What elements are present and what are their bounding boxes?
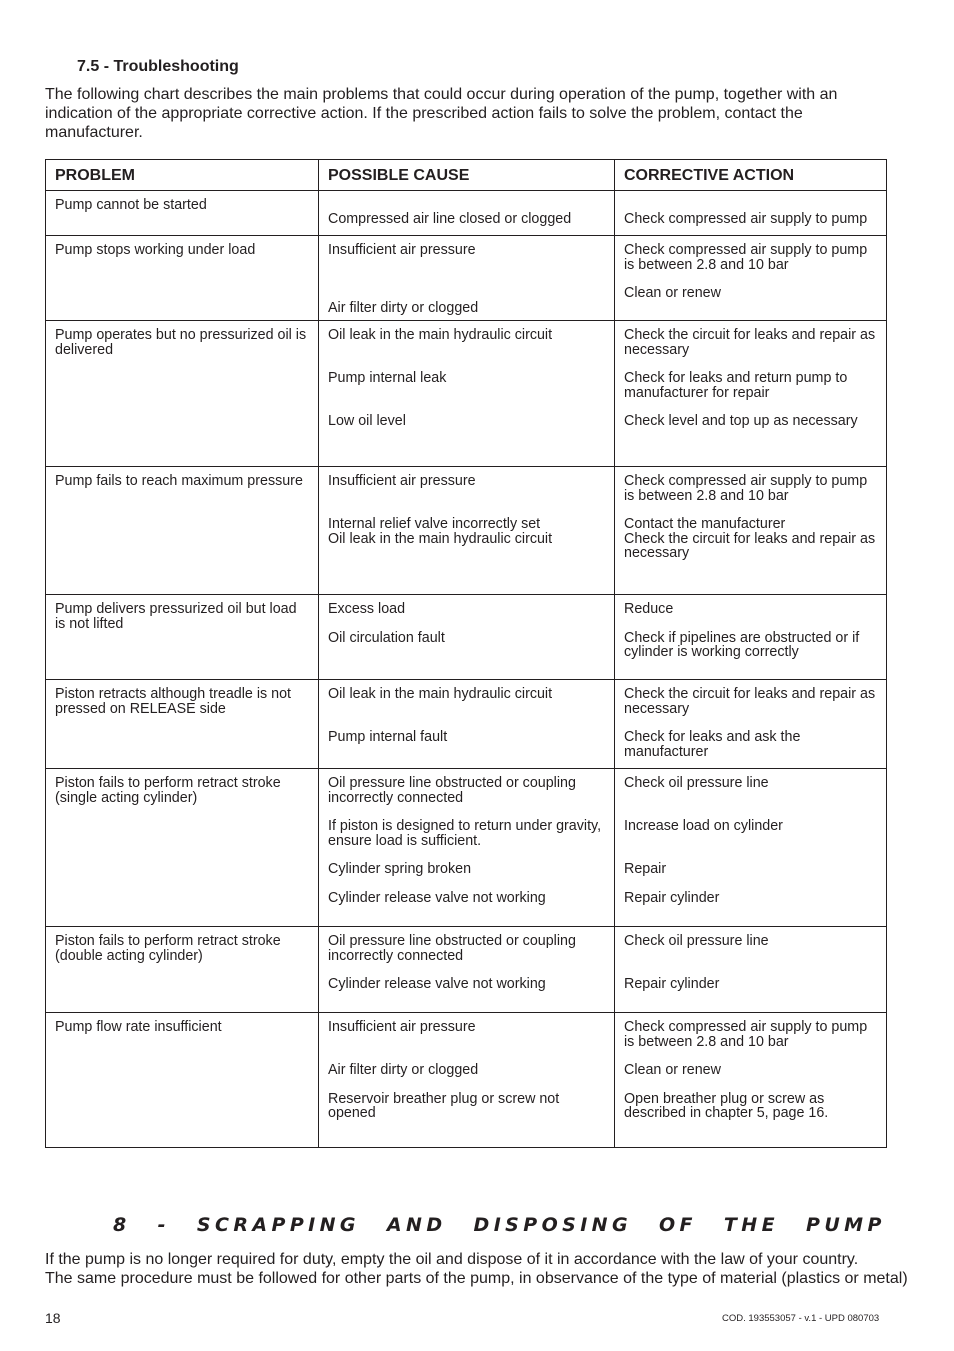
cause-item: Insufficient air pressure	[328, 473, 476, 489]
cause-item: Pump internal fault	[328, 729, 448, 745]
cause-item: Air filter dirty or clogged	[328, 1062, 479, 1078]
section-8-title: 8 - SCRAPPING AND DISPOSING OF THE PUMP	[113, 1214, 886, 1236]
action-cell	[615, 467, 887, 595]
cause-item: Cylinder release valve not working	[328, 976, 546, 992]
cause-item: Oil circulation fault	[328, 629, 445, 646]
action-cell	[615, 680, 887, 769]
action-item: Check the circuit for leaks and repair as necessary	[624, 327, 876, 358]
table-row	[46, 595, 887, 680]
cause-cell	[319, 769, 615, 927]
cause-item: Air filter dirty or clogged	[328, 300, 479, 316]
action-cell	[615, 321, 887, 467]
action-item: Check oil pressure line	[624, 933, 769, 949]
action-item: Reduce	[624, 601, 674, 617]
action-item: Repair cylinder	[624, 889, 720, 906]
action-item: Clean or renew	[624, 285, 721, 301]
cause-item: Oil pressure line obstructed or coupling incorrectly connected	[328, 775, 576, 806]
cause-item: If piston is designed to return under gravity, ensure load is sufficient.	[328, 818, 602, 849]
action-cell	[615, 595, 887, 680]
action-item: Check compressed air supply to pump	[624, 211, 868, 227]
action-cell	[615, 191, 887, 236]
intro-paragraph	[45, 85, 885, 142]
problem-cell: Piston fails to perform retract stroke (single acting cylinder)	[46, 769, 319, 927]
problem-cell: Pump operates but no pressurized oil is delivered	[46, 321, 319, 467]
page-number: 18	[45, 1310, 61, 1326]
cause-cell	[319, 927, 615, 1013]
cause-cell	[319, 467, 615, 595]
cause-cell	[319, 595, 615, 680]
table-row	[46, 769, 887, 927]
cause-item: Insufficient air pressure	[328, 1019, 476, 1035]
problem-cell: Pump fails to reach maximum pressure	[46, 467, 319, 595]
problem-cell: Pump delivers pressurized oil but load is not lifted	[46, 595, 319, 680]
action-item: Check the circuit for leaks and repair as necessary	[624, 686, 876, 717]
section-title: 7.5 - Troubleshooting	[77, 58, 239, 75]
intro-line: The following chart describes the main problems that could occur during operation of the pump, together with an	[45, 86, 838, 103]
cause-cell	[319, 1013, 615, 1148]
cause-item: Oil leak in the main hydraulic circuit	[328, 327, 553, 343]
problem-cell: Pump stops working under load	[46, 236, 319, 321]
action-item: Open breather plug or screw as described in chapter 5, page 16.	[624, 1090, 829, 1121]
cause-item: Oil pressure line obstructed or coupling incorrectly connected	[328, 933, 576, 964]
action-cell	[615, 769, 887, 927]
action-item: Check compressed air supply to pump is between 2.8 and 10 bar	[624, 473, 868, 504]
disposal-line: If the pump is no longer required for duty, empty the oil and dispose of it in accordance with the law of your country.	[45, 1251, 859, 1268]
table-row	[46, 1013, 887, 1148]
cause-item: Oil leak in the main hydraulic circuit	[328, 686, 553, 702]
table-row	[46, 321, 887, 467]
disposal-line: The same procedure must be followed for other parts of the pump, in observance of the type of material (plastics or metal)	[45, 1270, 908, 1287]
cause-cell	[319, 236, 615, 321]
cause-item: Internal relief valve incorrectly set	[328, 516, 541, 532]
table-row	[46, 927, 887, 1013]
action-cell	[615, 1013, 887, 1148]
action-item: Increase load on cylinder	[624, 818, 783, 834]
cause-cell	[319, 680, 615, 769]
table-body	[46, 191, 887, 1148]
problem-cell: Piston retracts although treadle is not pressed on RELEASE side	[46, 680, 319, 769]
action-item: Check compressed air supply to pump is between 2.8 and 10 bar	[624, 242, 868, 273]
action-cell	[615, 236, 887, 321]
action-item: Check for leaks and ask the manufacturer	[624, 729, 801, 760]
table-header-row	[46, 160, 887, 191]
action-item: Check level and top up as necessary	[624, 413, 858, 429]
action-item: Check compressed air supply to pump is between 2.8 and 10 bar	[624, 1019, 868, 1050]
action-item: Clean or renew	[624, 1062, 721, 1078]
action-cell	[615, 927, 887, 1013]
problem-cell: Piston fails to perform retract stroke (double acting cylinder)	[46, 927, 319, 1013]
table-row	[46, 236, 887, 321]
cause-item: Low oil level	[328, 413, 406, 429]
disposal-paragraph	[45, 1250, 908, 1288]
document-code: COD. 193553057 - v.1 - UPD 080703	[722, 1313, 880, 1324]
header-corrective-action: CORRECTIVE ACTION	[615, 160, 887, 191]
header-possible-cause: POSSIBLE CAUSE	[319, 160, 615, 191]
cause-cell	[319, 191, 615, 236]
header-problem: PROBLEM	[46, 160, 319, 191]
cause-item: Insufficient air pressure	[328, 242, 476, 258]
action-item: Check if pipelines are obstructed or if cylinder is working correctly	[624, 629, 860, 660]
cause-item: Excess load	[328, 601, 406, 617]
cause-item: Oil leak in the main hydraulic circuit	[328, 530, 553, 547]
troubleshooting-table	[45, 159, 887, 1148]
action-item: Check oil pressure line	[624, 775, 769, 791]
action-item: Contact the manufacturer	[624, 516, 786, 532]
cause-item: Compressed air line closed or clogged	[328, 211, 572, 227]
action-item: Check the circuit for leaks and repair as necessary	[624, 530, 876, 561]
action-item: Check for leaks and return pump to manufacturer for repair	[624, 370, 848, 401]
table-row	[46, 191, 887, 236]
table-row	[46, 467, 887, 595]
cause-item: Reservoir breather plug or screw not opened	[328, 1090, 560, 1121]
problem-cell: Pump flow rate insufficient	[46, 1013, 319, 1148]
cause-item: Cylinder spring broken	[328, 861, 472, 877]
action-item: Repair	[624, 861, 667, 877]
table-row	[46, 680, 887, 769]
cause-cell	[319, 321, 615, 467]
intro-line: manufacturer.	[45, 124, 143, 141]
cause-item: Pump internal leak	[328, 370, 447, 386]
intro-line: indication of the appropriate corrective action. If the prescribed action fails to solve the problem, contact the	[45, 105, 803, 122]
action-item: Repair cylinder	[624, 976, 720, 992]
problem-cell: Pump cannot be started	[46, 191, 319, 236]
cause-item: Cylinder release valve not working	[328, 889, 546, 906]
